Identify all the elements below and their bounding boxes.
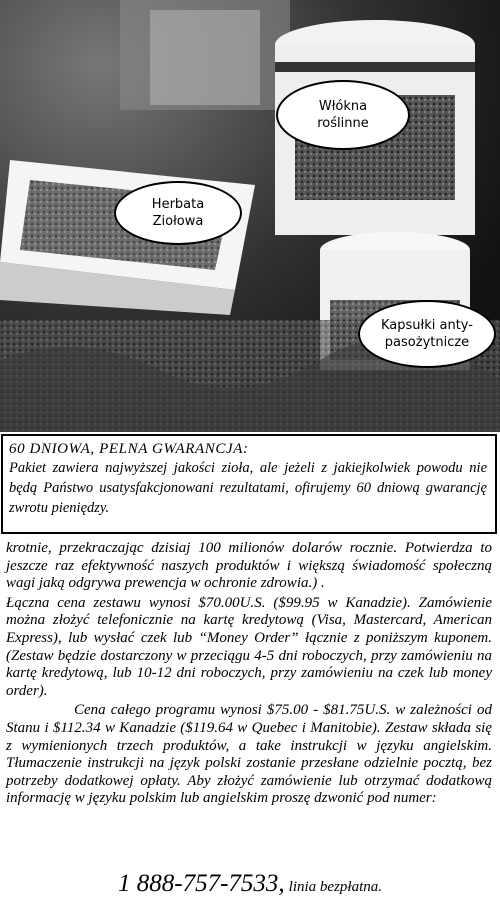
guarantee-text: Pakiet zawiera najwyższej jakości zioła, ale jeżeli z jakiejkolwiek powodu nie będą Państwo usatysfakcjonowani rezultatami, ofirujemy 60 dniową gwarancję zwrotu pieniędzy. [9,460,487,516]
label-fiber [276,80,410,150]
toll-free-note: linia bezpłatna. [288,879,382,895]
label-tea-line-2: Ziołowa [152,214,204,229]
product-photo [0,0,500,432]
label-fiber-line-2: roślinne [317,116,369,131]
phone-number: 1 888-757-7533, [118,870,285,897]
label-fiber-line-1: Włókna [318,99,368,114]
guarantee-box [1,434,497,534]
paragraph-price: Łączna cena zestawu wynosi $70.00U.S. ($99.95 w Kanadzie). Zamówienie można złożyć telefonicznie na kartę kredytową (Visa, Mastercard, American Express), lub wysłać czek lub “Money Order” łącznie z poniższym kuponem. (Zestaw będzie dostarczony w przeciągu 4-5 dni roboczych, przy zamówieniu na kartę kredytową, lub 10-12 dni roboczych, przy zamówieniu na czek lub money order). [6,594,492,699]
label-capsules-line-2: pasożytnicze [384,335,470,350]
label-tea-line-1: Herbata [151,197,205,212]
label-capsules [358,300,496,368]
paragraph-program-price: Cena całego programu wynosi $75.00 - $81.75U.S. w zależności od Stanu i $112.34 w Kanadzie ($119.64 w Quebec i Manitobie). Zestaw składa się z wymienionych trzech produktów, a take instrukcji w języku angielskim. Tłumaczenie instrukcji na język polski zostanie przesłane odzielnie pocztą, bez potrzeby dodatkowej opłaty. Aby złożyć zamówienie lub otrzymać dodatkową informację w języku polskim lub angielskim proszę dzwonić pod numer: [6,702,492,807]
paragraph-continuation: krotnie, przekraczając dzisiaj 100 milionów dolarów rocznie. Potwierdza to jeszcze raz efektywność naszych produktów i większą świadomość społeczną wagi jaką odgrywa prewencja w ochronie zdrowia.) . [6,540,492,592]
article-body [6,540,492,808]
phone-line [0,870,500,898]
label-tea [114,181,242,245]
label-capsules-line-1: Kapsułki anty- [381,318,473,333]
guarantee-title: 60 DNIOWA, PELNA GWARANCJA: [9,441,249,457]
